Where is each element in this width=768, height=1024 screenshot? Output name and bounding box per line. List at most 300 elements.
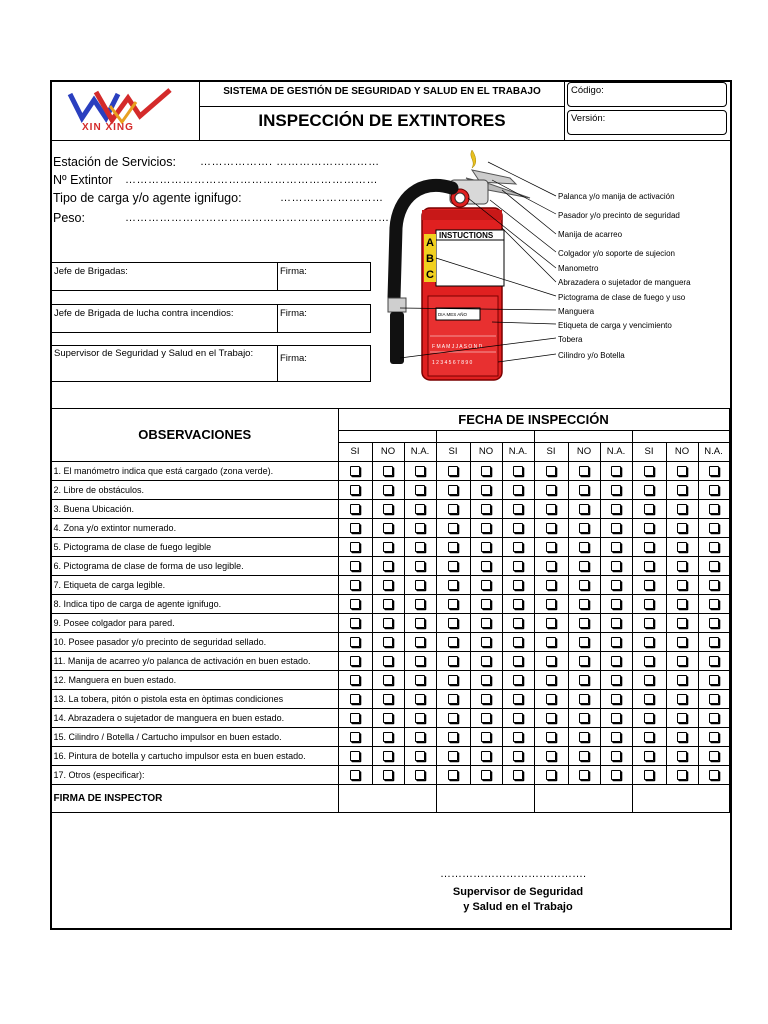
checkbox[interactable] — [383, 751, 393, 761]
checkbox[interactable] — [448, 561, 458, 571]
checkbox[interactable] — [415, 637, 425, 647]
checkbox[interactable] — [677, 732, 687, 742]
checkbox[interactable] — [415, 580, 425, 590]
checkbox[interactable] — [611, 694, 621, 704]
code-field[interactable] — [567, 82, 727, 107]
firma-label: Firma: — [280, 308, 307, 319]
checkbox-cell — [436, 670, 470, 689]
checkbox-cell — [632, 575, 666, 594]
checkbox[interactable] — [677, 466, 687, 476]
checkbox[interactable] — [546, 466, 556, 476]
checkbox[interactable] — [644, 466, 654, 476]
checkbox[interactable] — [677, 675, 687, 685]
observation-item: 9. Posee colgador para pared. — [51, 613, 338, 632]
checkbox[interactable] — [513, 637, 523, 647]
checkbox[interactable] — [677, 580, 687, 590]
checkbox-cell — [338, 480, 372, 499]
checkbox[interactable] — [709, 485, 719, 495]
checkbox[interactable] — [513, 542, 523, 552]
inspector-signature-cell[interactable] — [632, 784, 729, 812]
checkbox[interactable] — [677, 561, 687, 571]
checkbox[interactable] — [350, 485, 360, 495]
checkbox[interactable] — [611, 561, 621, 571]
col-header: NO — [470, 443, 502, 462]
checkbox[interactable] — [644, 542, 654, 552]
checkbox[interactable] — [448, 637, 458, 647]
checkbox[interactable] — [448, 485, 458, 495]
checkbox-cell — [404, 670, 436, 689]
extinguisher-number-field[interactable]: ………………………………………………………… — [125, 174, 378, 186]
checkbox[interactable] — [546, 485, 556, 495]
checkbox-cell — [534, 670, 568, 689]
checkbox-cell — [666, 575, 698, 594]
checkbox[interactable] — [350, 580, 360, 590]
checkbox-cell — [666, 499, 698, 518]
checkbox-cell — [666, 708, 698, 727]
checkbox-cell — [502, 461, 534, 480]
checkbox-cell — [698, 670, 729, 689]
checkbox-cell — [502, 537, 534, 556]
checkbox[interactable] — [611, 523, 621, 533]
checkbox[interactable] — [644, 580, 654, 590]
checkbox[interactable] — [611, 485, 621, 495]
checkbox[interactable] — [448, 466, 458, 476]
role-label: Jefe de Brigadas: — [54, 266, 128, 277]
checkbox[interactable] — [415, 599, 425, 609]
checkbox[interactable] — [579, 675, 589, 685]
checkbox[interactable] — [415, 656, 425, 666]
checkbox[interactable] — [415, 618, 425, 628]
checkbox[interactable] — [546, 580, 556, 590]
checkbox[interactable] — [481, 732, 491, 742]
checkbox[interactable] — [513, 599, 523, 609]
date-cell[interactable] — [534, 431, 632, 443]
station-field[interactable]: ………………. ……………………… — [200, 156, 380, 168]
checkbox-cell — [666, 556, 698, 575]
checkbox[interactable] — [644, 485, 654, 495]
checkbox[interactable] — [383, 694, 393, 704]
checkbox[interactable] — [644, 694, 654, 704]
checkbox-cell — [470, 765, 502, 784]
checkbox-cell — [338, 499, 372, 518]
checkbox[interactable] — [677, 523, 687, 533]
checkbox[interactable] — [513, 656, 523, 666]
inspector-signature-cell[interactable] — [338, 784, 436, 812]
checkbox[interactable] — [709, 580, 719, 590]
checkbox-cell — [372, 632, 404, 651]
checkbox[interactable] — [611, 637, 621, 647]
checkbox-cell — [666, 461, 698, 480]
checkbox-cell — [338, 594, 372, 613]
checkbox[interactable] — [350, 599, 360, 609]
checkbox[interactable] — [513, 618, 523, 628]
checkbox[interactable] — [383, 618, 393, 628]
checkbox[interactable] — [415, 732, 425, 742]
checkbox[interactable] — [677, 694, 687, 704]
table-row — [51, 499, 729, 518]
checkbox[interactable] — [579, 656, 589, 666]
checkbox[interactable] — [513, 713, 523, 723]
checkbox[interactable] — [350, 523, 360, 533]
checkbox[interactable] — [448, 504, 458, 514]
checkbox[interactable] — [481, 466, 491, 476]
checkbox[interactable] — [350, 675, 360, 685]
checkbox[interactable] — [677, 713, 687, 723]
checkbox[interactable] — [611, 751, 621, 761]
checkbox[interactable] — [677, 751, 687, 761]
col-header: N.A. — [502, 443, 534, 462]
checkbox[interactable] — [709, 770, 719, 780]
checkbox[interactable] — [709, 523, 719, 533]
checkbox[interactable] — [579, 751, 589, 761]
date-cell[interactable] — [632, 431, 729, 443]
checkbox-cell — [632, 480, 666, 499]
checkbox-cell — [502, 613, 534, 632]
checkbox[interactable] — [611, 770, 621, 780]
checkbox-cell — [404, 537, 436, 556]
checkbox-cell — [404, 594, 436, 613]
checkbox[interactable] — [383, 599, 393, 609]
checkbox[interactable] — [481, 770, 491, 780]
checkbox[interactable] — [350, 770, 360, 780]
checkbox-cell — [698, 537, 729, 556]
checkbox[interactable] — [611, 675, 621, 685]
version-field[interactable] — [567, 110, 727, 135]
checkbox[interactable] — [350, 751, 360, 761]
checkbox[interactable] — [709, 637, 719, 647]
checkbox-cell — [502, 499, 534, 518]
checkbox[interactable] — [579, 694, 589, 704]
checkbox[interactable] — [546, 637, 556, 647]
checkbox[interactable] — [383, 637, 393, 647]
checkbox[interactable] — [579, 485, 589, 495]
checkbox[interactable] — [448, 751, 458, 761]
checkbox-cell — [698, 746, 729, 765]
checkbox[interactable] — [383, 466, 393, 476]
sign-box-supervisor[interactable] — [51, 345, 371, 382]
checkbox[interactable] — [481, 485, 491, 495]
checkbox[interactable] — [448, 656, 458, 666]
checkbox-cell — [632, 632, 666, 651]
checkbox[interactable] — [546, 618, 556, 628]
checkbox[interactable] — [481, 751, 491, 761]
checkbox-cell — [404, 480, 436, 499]
checkbox[interactable] — [677, 599, 687, 609]
checkbox-cell — [436, 461, 470, 480]
checkbox[interactable] — [644, 713, 654, 723]
checkbox[interactable] — [448, 523, 458, 533]
checkbox-cell — [600, 708, 632, 727]
checkbox[interactable] — [481, 523, 491, 533]
checkbox[interactable] — [546, 599, 556, 609]
checkbox[interactable] — [383, 675, 393, 685]
checkbox[interactable] — [709, 656, 719, 666]
checkbox[interactable] — [677, 618, 687, 628]
checkbox-cell — [436, 651, 470, 670]
checkbox[interactable] — [350, 466, 360, 476]
checkbox[interactable] — [481, 542, 491, 552]
checkbox[interactable] — [644, 770, 654, 780]
checkbox[interactable] — [448, 713, 458, 723]
checkbox[interactable] — [448, 599, 458, 609]
checkbox[interactable] — [481, 504, 491, 514]
checkbox-cell — [600, 765, 632, 784]
checkbox[interactable] — [709, 618, 719, 628]
checkbox-cell — [436, 746, 470, 765]
footer-dots[interactable]: …………………………………. — [440, 868, 587, 880]
checkbox-cell — [534, 746, 568, 765]
checkbox[interactable] — [415, 675, 425, 685]
checkbox[interactable] — [350, 618, 360, 628]
date-cell[interactable] — [338, 431, 436, 443]
checkbox[interactable] — [350, 713, 360, 723]
sign-box-brigade-chief[interactable] — [51, 262, 371, 291]
checkbox[interactable] — [709, 675, 719, 685]
checkbox[interactable] — [611, 542, 621, 552]
inspector-signature-cell[interactable] — [436, 784, 534, 812]
checkbox[interactable] — [415, 485, 425, 495]
checkbox[interactable] — [415, 542, 425, 552]
checkbox[interactable] — [513, 504, 523, 514]
checkbox[interactable] — [383, 713, 393, 723]
checkbox[interactable] — [383, 485, 393, 495]
checkbox[interactable] — [709, 561, 719, 571]
charge-type-field[interactable]: ……………………… — [280, 192, 384, 204]
checkbox[interactable] — [709, 713, 719, 723]
checkbox[interactable] — [677, 485, 687, 495]
checkbox[interactable] — [448, 618, 458, 628]
checkbox[interactable] — [644, 523, 654, 533]
checkbox-cell — [372, 670, 404, 689]
col-header: N.A. — [404, 443, 436, 462]
checkbox[interactable] — [709, 466, 719, 476]
checkbox-cell — [568, 556, 600, 575]
checkbox[interactable] — [383, 580, 393, 590]
checkbox[interactable] — [611, 504, 621, 514]
checkbox[interactable] — [448, 675, 458, 685]
checkbox-cell — [698, 765, 729, 784]
checkbox[interactable] — [448, 580, 458, 590]
checkbox[interactable] — [448, 694, 458, 704]
checkbox[interactable] — [481, 713, 491, 723]
checkbox[interactable] — [448, 542, 458, 552]
checkbox[interactable] — [546, 561, 556, 571]
checkbox[interactable] — [513, 675, 523, 685]
checkbox[interactable] — [546, 523, 556, 533]
checkbox[interactable] — [579, 580, 589, 590]
checkbox[interactable] — [579, 732, 589, 742]
checkbox[interactable] — [611, 618, 621, 628]
checkbox[interactable] — [513, 523, 523, 533]
checkbox[interactable] — [611, 599, 621, 609]
checkbox[interactable] — [415, 523, 425, 533]
checkbox-cell — [404, 556, 436, 575]
checkbox[interactable] — [611, 656, 621, 666]
inspector-signature-cell[interactable] — [534, 784, 632, 812]
observation-item: 3. Buena Ubicación. — [51, 499, 338, 518]
checkbox[interactable] — [546, 713, 556, 723]
checkbox[interactable] — [644, 637, 654, 647]
checkbox[interactable] — [644, 504, 654, 514]
checkbox[interactable] — [415, 770, 425, 780]
checkbox[interactable] — [350, 504, 360, 514]
checkbox-cell — [534, 537, 568, 556]
checkbox[interactable] — [513, 770, 523, 780]
checkbox[interactable] — [513, 732, 523, 742]
checkbox[interactable] — [350, 656, 360, 666]
checkbox[interactable] — [415, 713, 425, 723]
checkbox-cell — [632, 670, 666, 689]
observation-item: 5. Pictograma de clase de fuego legible — [51, 537, 338, 556]
checkbox[interactable] — [579, 599, 589, 609]
checkbox[interactable] — [709, 694, 719, 704]
checkbox[interactable] — [611, 713, 621, 723]
checkbox[interactable] — [611, 580, 621, 590]
checkbox[interactable] — [677, 656, 687, 666]
checkbox[interactable] — [513, 751, 523, 761]
checkbox[interactable] — [350, 732, 360, 742]
checkbox[interactable] — [709, 542, 719, 552]
checkbox[interactable] — [644, 656, 654, 666]
checkbox-cell — [502, 632, 534, 651]
svg-text:1 2 3 4 5 6 7 8 9 0: 1 2 3 4 5 6 7 8 9 0 — [432, 360, 473, 366]
checkbox[interactable] — [481, 694, 491, 704]
checkbox-cell — [632, 613, 666, 632]
checkbox[interactable] — [677, 504, 687, 514]
checkbox[interactable] — [383, 656, 393, 666]
checkbox-cell — [568, 765, 600, 784]
checkbox[interactable] — [546, 675, 556, 685]
checkbox[interactable] — [546, 694, 556, 704]
checkbox-cell — [600, 499, 632, 518]
checkbox-cell — [470, 727, 502, 746]
checkbox-cell — [632, 651, 666, 670]
checkbox[interactable] — [415, 504, 425, 514]
checkbox[interactable] — [448, 732, 458, 742]
checkbox[interactable] — [350, 561, 360, 571]
checkbox[interactable] — [709, 751, 719, 761]
checkbox-cell — [568, 518, 600, 537]
checkbox[interactable] — [513, 694, 523, 704]
checkbox[interactable] — [677, 542, 687, 552]
col-header: N.A. — [698, 443, 729, 462]
checkbox[interactable] — [579, 523, 589, 533]
checkbox[interactable] — [644, 732, 654, 742]
checkbox[interactable] — [709, 504, 719, 514]
checkbox[interactable] — [513, 580, 523, 590]
checkbox[interactable] — [481, 637, 491, 647]
checkbox[interactable] — [350, 694, 360, 704]
checkbox-cell — [600, 670, 632, 689]
checkbox-cell — [338, 765, 372, 784]
checkbox-cell — [666, 689, 698, 708]
checkbox[interactable] — [383, 770, 393, 780]
checkbox[interactable] — [481, 618, 491, 628]
checkbox[interactable] — [350, 542, 360, 552]
checkbox[interactable] — [677, 637, 687, 647]
checkbox[interactable] — [481, 580, 491, 590]
checkbox[interactable] — [611, 732, 621, 742]
checkbox[interactable] — [546, 751, 556, 761]
checkbox-cell — [666, 594, 698, 613]
checkbox[interactable] — [415, 751, 425, 761]
checkbox[interactable] — [513, 561, 523, 571]
checkbox[interactable] — [350, 637, 360, 647]
checkbox[interactable] — [415, 466, 425, 476]
checkbox[interactable] — [481, 656, 491, 666]
checkbox[interactable] — [644, 561, 654, 571]
col-header: NO — [372, 443, 404, 462]
sign-box-fire-brigade-chief[interactable] — [51, 304, 371, 333]
checkbox-cell — [372, 537, 404, 556]
header-divider — [199, 106, 565, 107]
checkbox[interactable] — [383, 732, 393, 742]
document-title: INSPECCIÓN DE EXTINTORES — [258, 111, 506, 130]
checkbox[interactable] — [644, 751, 654, 761]
checkbox[interactable] — [644, 618, 654, 628]
checkbox[interactable] — [481, 561, 491, 571]
checkbox-cell — [338, 556, 372, 575]
checkbox[interactable] — [448, 770, 458, 780]
checkbox[interactable] — [383, 504, 393, 514]
checkbox[interactable] — [383, 523, 393, 533]
checkbox-cell — [470, 594, 502, 613]
checkbox[interactable] — [546, 656, 556, 666]
charge-type-label: Tipo de carga y/o agente ignifugo: — [53, 191, 242, 205]
checkbox[interactable] — [513, 466, 523, 476]
checkbox[interactable] — [677, 770, 687, 780]
checkbox[interactable] — [579, 713, 589, 723]
checkbox[interactable] — [709, 599, 719, 609]
checkbox[interactable] — [415, 694, 425, 704]
checkbox-cell — [338, 632, 372, 651]
date-cell[interactable] — [436, 431, 534, 443]
col-header: N.A. — [600, 443, 632, 462]
checkbox-cell — [698, 651, 729, 670]
checkbox-cell — [404, 651, 436, 670]
callout-label: Manguera — [558, 307, 595, 316]
checkbox[interactable] — [579, 637, 589, 647]
checkbox[interactable] — [579, 618, 589, 628]
weight-field[interactable]: …………………………………………………………… — [125, 212, 390, 224]
checkbox[interactable] — [481, 675, 491, 685]
checkbox[interactable] — [546, 542, 556, 552]
checkbox[interactable] — [546, 770, 556, 780]
checkbox[interactable] — [644, 675, 654, 685]
checkbox[interactable] — [546, 504, 556, 514]
checkbox[interactable] — [579, 770, 589, 780]
checkbox[interactable] — [579, 561, 589, 571]
checkbox[interactable] — [481, 599, 491, 609]
checkbox[interactable] — [383, 542, 393, 552]
checkbox[interactable] — [579, 504, 589, 514]
checkbox[interactable] — [611, 466, 621, 476]
checkbox[interactable] — [579, 466, 589, 476]
checkbox[interactable] — [546, 732, 556, 742]
checkbox[interactable] — [579, 542, 589, 552]
checkbox[interactable] — [709, 732, 719, 742]
table-row — [51, 708, 729, 727]
checkbox[interactable] — [513, 485, 523, 495]
checkbox[interactable] — [383, 561, 393, 571]
col-header: SI — [534, 443, 568, 462]
checkbox[interactable] — [415, 561, 425, 571]
checkbox-cell — [698, 518, 729, 537]
extinguisher-number-label: Nº Extintor — [53, 173, 113, 187]
date-strip: DIA MES AÑO — [438, 312, 468, 317]
checkbox[interactable] — [644, 599, 654, 609]
checkbox-cell — [568, 632, 600, 651]
